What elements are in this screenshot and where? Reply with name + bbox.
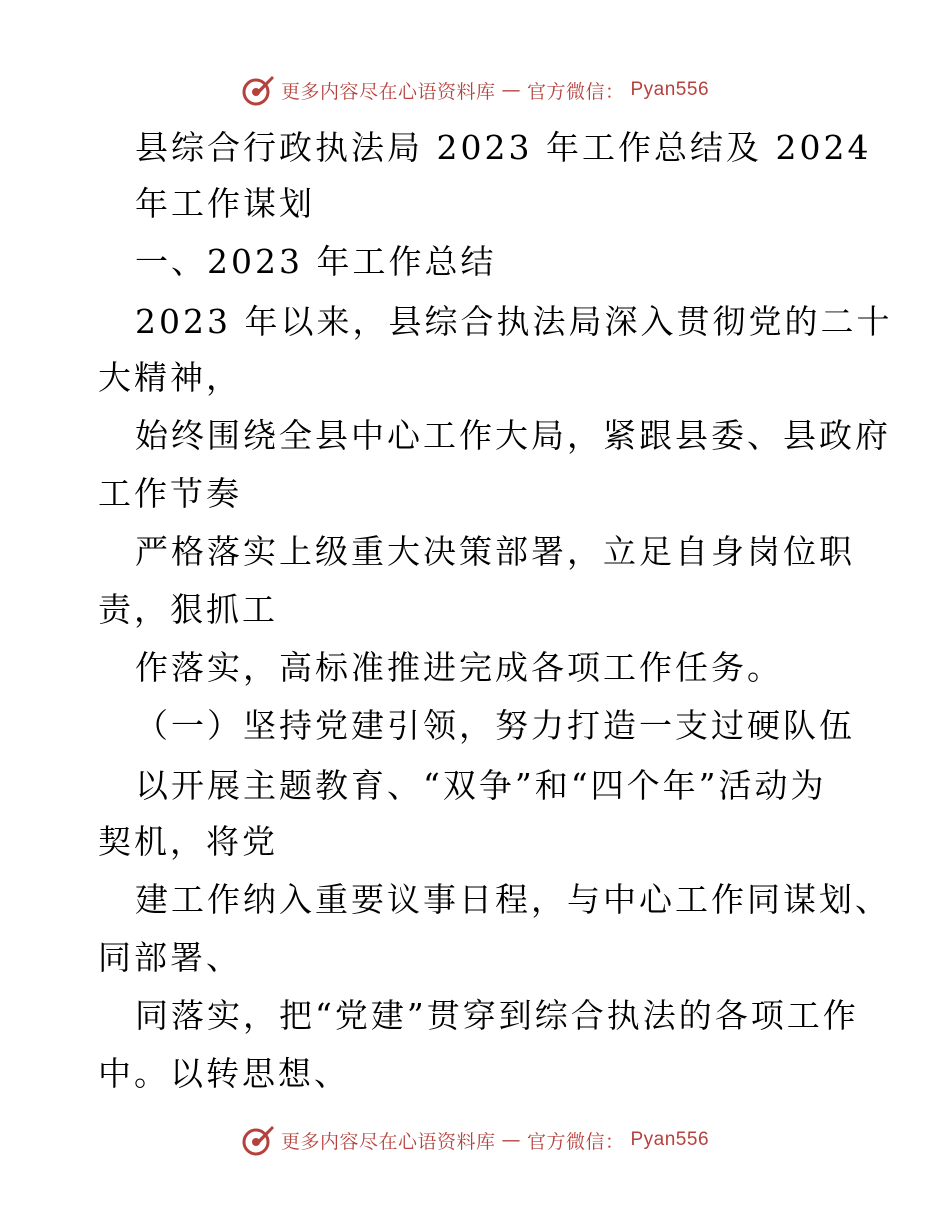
watermark-cn-text: 更多内容尽在心语资料库: [280, 1130, 496, 1153]
paragraph-line: 严格落实上级重大决策部署，立足自身岗位职: [135, 532, 855, 571]
doc-title-line-2: 年工作谋划: [135, 184, 315, 223]
paragraph-line: 契机，将党: [98, 822, 278, 861]
watermark-header: [0, 70, 950, 110]
paragraph-line: 建工作纳入重要议事日程，与中心工作同谋划、: [135, 880, 891, 919]
watermark-wechat-id: Pyan556: [630, 1129, 710, 1150]
paragraph-line: 2023 年以来，县综合执法局深入贯彻党的二十: [135, 302, 893, 341]
watermark-official-label: 官方微信：: [526, 1130, 625, 1153]
paragraph-line: 始终围绕全县中心工作大局，紧跟县委、县政府: [135, 416, 891, 455]
watermark-footer: [0, 1120, 950, 1160]
paragraph-line: 同落实，把“党建”贯穿到综合执法的各项工作: [135, 996, 859, 1035]
watermark-separator: —: [501, 1129, 521, 1151]
watermark-wechat-id: Pyan556: [630, 79, 710, 100]
quill-logo-icon: [241, 1123, 275, 1157]
watermark-official-label: 官方微信：: [526, 80, 625, 103]
quill-logo-icon: [241, 73, 275, 107]
doc-title-line-1: 县综合行政执法局 2023 年工作总结及 2024: [135, 128, 872, 167]
watermark-cn-text: 更多内容尽在心语资料库: [280, 80, 496, 103]
paragraph-line: 中。以转思想、: [98, 1054, 350, 1093]
section-heading: 一、2023 年工作总结: [135, 242, 497, 281]
paragraph-line: 大精神，: [98, 358, 242, 397]
watermark-separator: —: [501, 79, 521, 101]
paragraph-line: 责，狠抓工: [98, 590, 278, 629]
paragraph-line: 作落实，高标准推进完成各项工作任务。: [135, 648, 783, 687]
paragraph-line: 同部署、: [98, 938, 242, 977]
paragraph-line: 工作节奏: [98, 474, 242, 513]
subsection-heading: （一）坚持党建引领，努力打造一支过硬队伍: [135, 706, 855, 745]
paragraph-line: 以开展主题教育、“双争”和“四个年”活动为: [135, 766, 827, 805]
